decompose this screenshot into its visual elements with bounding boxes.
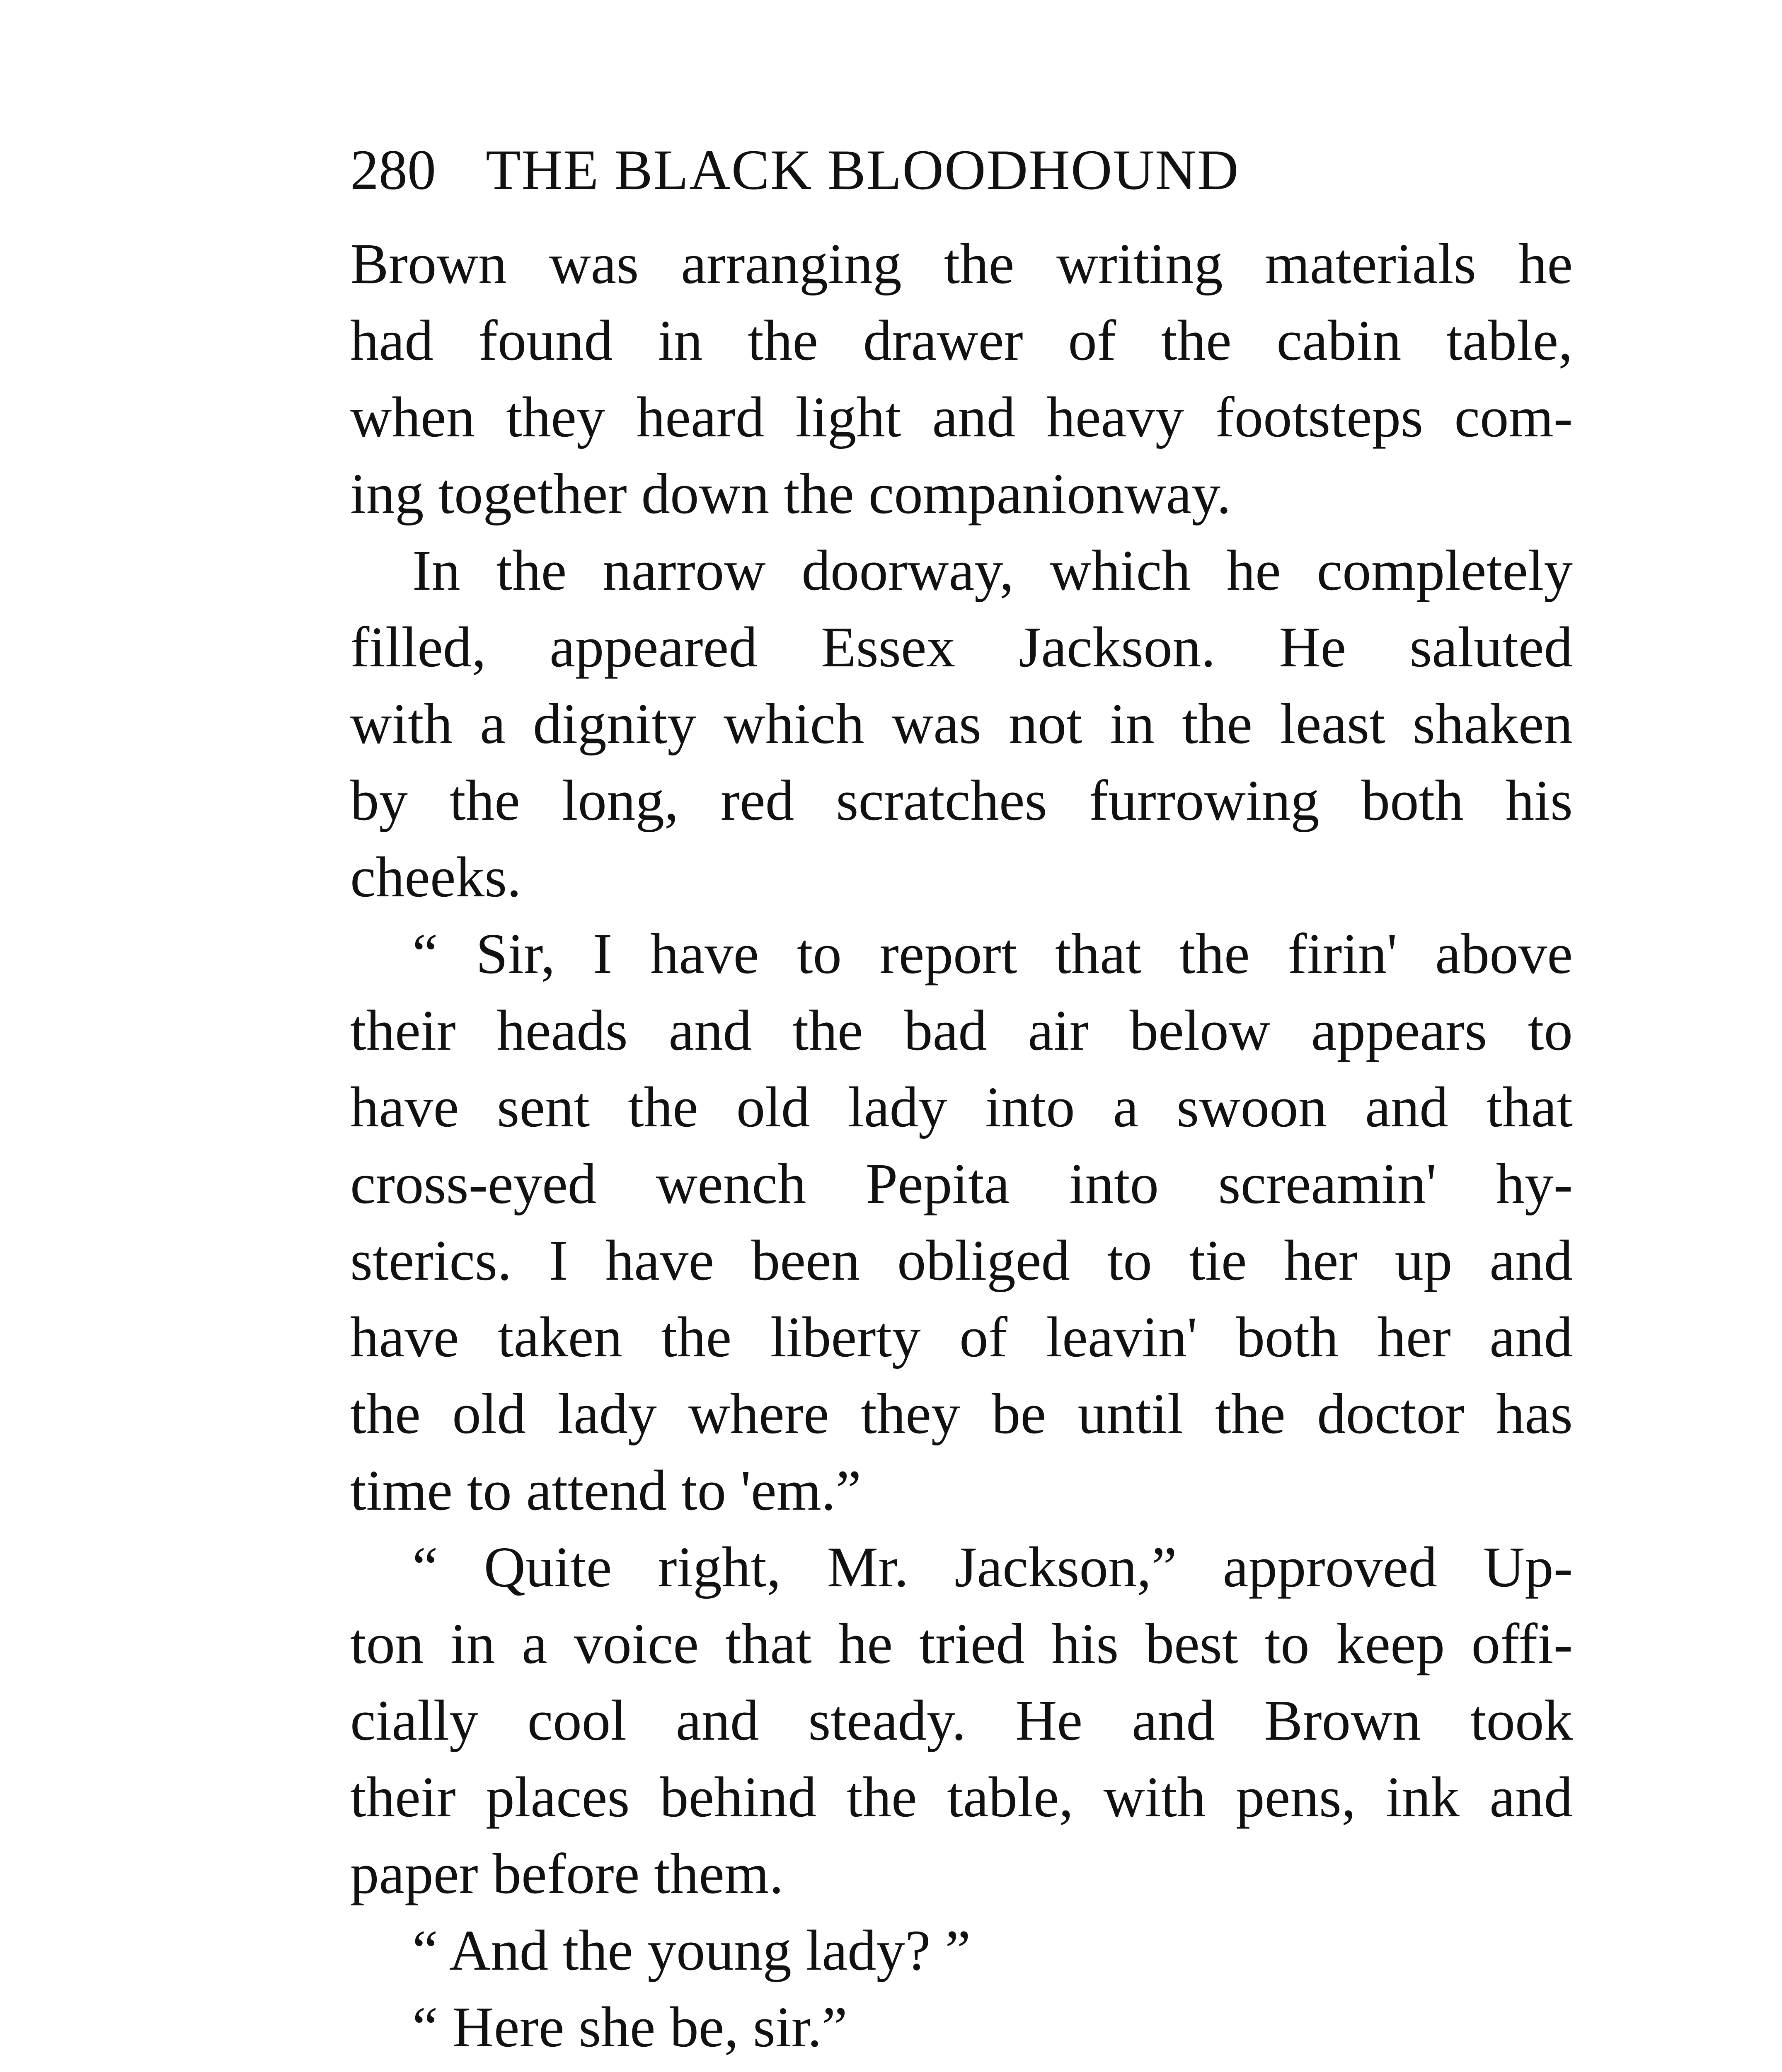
text-line: by the long, red scratches furrowing both his xyxy=(350,769,1573,833)
text-line: “ And the young lady? ” xyxy=(412,1919,971,1982)
text-line: Brown was arranging the writing materials he xyxy=(350,232,1573,296)
page-number: 280 xyxy=(350,138,436,201)
text-line: when they heard light and heavy footsteps com- xyxy=(350,385,1573,449)
text-line: have taken the liberty of leavin' both her and xyxy=(350,1305,1573,1369)
text-line: In the narrow doorway, which he completely xyxy=(412,539,1573,603)
text-line: their places behind the table, with pens, ink and xyxy=(350,1765,1573,1829)
text-line: ton in a voice that he tried his best to keep offi- xyxy=(350,1612,1573,1676)
text-line: cially cool and steady. He and Brown took xyxy=(350,1689,1573,1752)
text-line: “ Sir, I have to report that the firin' above xyxy=(412,922,1573,986)
text-line: sterics. I have been obliged to tie her up and xyxy=(350,1229,1573,1293)
text-line: have sent the old lady into a swoon and that xyxy=(350,1075,1573,1139)
text-line: the old lady where they be until the doctor has xyxy=(350,1382,1573,1446)
text-line: with a dignity which was not in the least shaken xyxy=(350,692,1573,756)
text-line: paper before them. xyxy=(350,1842,784,1906)
text-line: cheeks. xyxy=(350,845,521,909)
text-line: cross-eyed wench Pepita into screamin' hy- xyxy=(350,1152,1573,1216)
running-title: THE BLACK BLOODHOUND xyxy=(486,138,1240,201)
running-head xyxy=(350,128,1573,211)
text-line: their heads and the bad air below appears to xyxy=(350,999,1573,1063)
text-line: had found in the drawer of the cabin table, xyxy=(350,309,1573,373)
text-line: time to attend to 'em.” xyxy=(350,1459,862,1523)
text-line xyxy=(350,2066,1573,2072)
text-line: “ Here she be, sir.” xyxy=(412,1995,847,2059)
body-text xyxy=(350,226,1573,2072)
text-line: “ Quite right, Mr. Jackson,” approved Up- xyxy=(412,1535,1573,1599)
text-line: ing together down the companionway. xyxy=(350,462,1231,526)
text-line: filled, appeared Essex Jackson. He saluted xyxy=(350,615,1573,679)
